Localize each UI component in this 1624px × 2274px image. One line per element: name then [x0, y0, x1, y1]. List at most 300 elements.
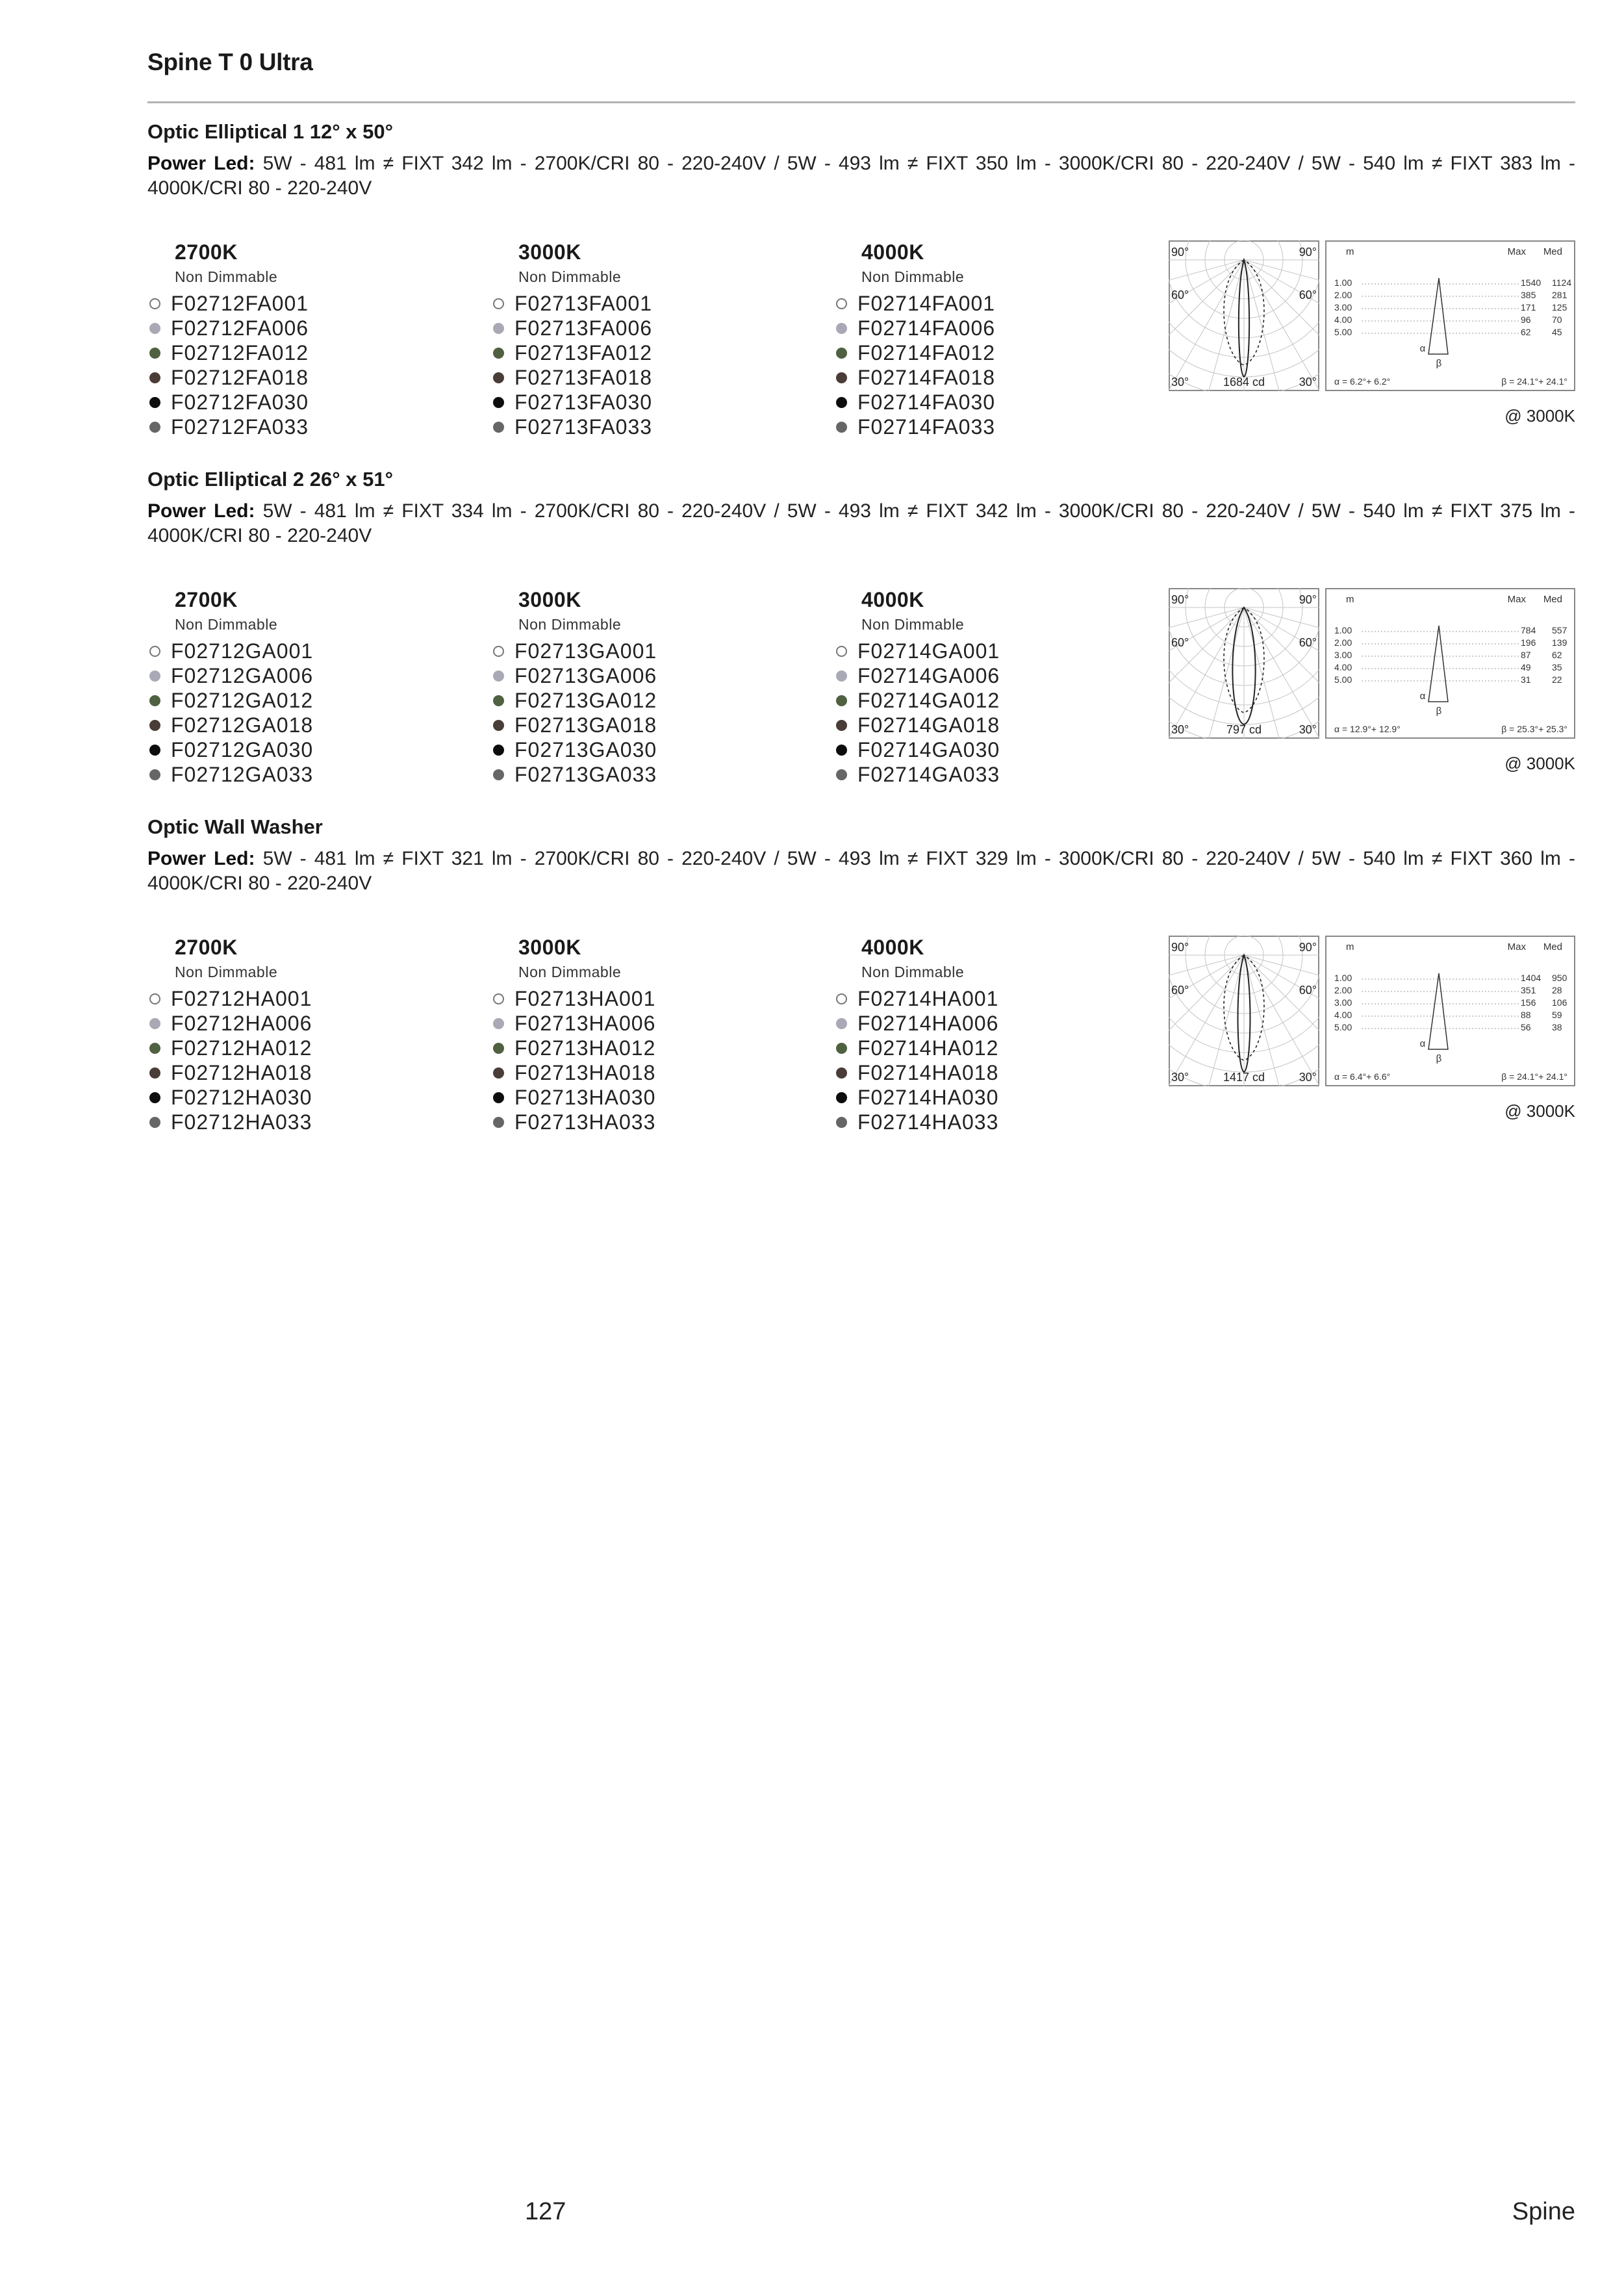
temp-column	[834, 936, 1159, 1134]
max-value: 1540	[1521, 277, 1542, 288]
finish-color-swatch	[149, 422, 160, 433]
product-code-item	[834, 639, 1159, 663]
dimming-note: Non Dimmable	[861, 616, 965, 633]
beta-angle: β = 24.1°+ 24.1°	[1501, 1071, 1567, 1082]
product-code: F02714HA006	[857, 1011, 999, 1035]
color-temp-heading: 2700K	[175, 240, 238, 264]
finish-color-swatch	[149, 745, 160, 756]
product-code: F02712HA006	[171, 1011, 312, 1035]
product-code-item	[147, 390, 472, 415]
product-code: F02714FA018	[857, 365, 996, 389]
product-code-item	[834, 737, 1159, 762]
distance-value: 1.00	[1334, 625, 1352, 635]
product-code-item	[834, 415, 1159, 439]
power-led-spec: 5W - 481 lm ≠ FIXT 321 lm - 2700K/CRI 80 - 220-240V / 5W - 493 lm ≠ FIXT 329 lm - 3000K/CRI 80 - 220-240V / 5W - 540 lm ≠ FIXT 360 lm - 4000K/CRI 80 - 220-240V	[147, 848, 1575, 894]
product-code-item	[147, 1110, 472, 1134]
beta-symbol: β	[1436, 358, 1442, 369]
product-code-item	[491, 415, 816, 439]
finish-color-swatch	[493, 1043, 504, 1054]
angle-label-90-right: 90°	[1299, 246, 1317, 259]
product-code-item	[491, 390, 816, 415]
med-value: 139	[1552, 637, 1567, 648]
finish-color-swatch	[149, 372, 160, 383]
finish-color-swatch	[149, 993, 160, 1004]
product-code-item	[834, 316, 1159, 340]
finish-color-swatch	[836, 1043, 847, 1054]
product-code: F02713GA012	[514, 688, 657, 712]
product-code: F02714HA030	[857, 1085, 999, 1109]
distance-value: 2.00	[1334, 985, 1352, 995]
product-code-item	[147, 737, 472, 762]
finish-color-swatch	[493, 720, 504, 731]
max-header: Max	[1507, 941, 1526, 952]
optic-section	[147, 120, 1575, 439]
angle-label-30-right: 30°	[1299, 1071, 1317, 1084]
product-code-list	[834, 291, 1159, 439]
product-code: F02714GA030	[857, 737, 1000, 761]
product-code-item	[834, 1011, 1159, 1036]
product-code-item	[147, 688, 472, 713]
candela-value: 797 cd	[1226, 723, 1262, 736]
temp-column	[147, 936, 472, 1134]
product-code: F02714FA033	[857, 415, 996, 439]
power-led-label: Power Led:	[147, 153, 255, 174]
med-value: 22	[1552, 674, 1562, 685]
optic-title: Optic Elliptical 1 12° x 50°	[147, 120, 394, 143]
angle-label-30-left: 30°	[1171, 376, 1189, 389]
color-temp-heading: 3000K	[518, 240, 581, 264]
dimming-note: Non Dimmable	[175, 616, 278, 633]
polar-diagram	[1169, 240, 1319, 391]
finish-color-swatch	[493, 298, 504, 309]
finish-color-swatch	[493, 769, 504, 780]
product-code: F02712FA018	[171, 365, 309, 389]
finish-color-swatch	[149, 298, 160, 309]
finish-color-swatch	[836, 646, 847, 657]
temp-column	[834, 240, 1159, 439]
product-code: F02714GA001	[857, 639, 1000, 663]
product-code-list	[491, 986, 816, 1134]
finish-color-swatch	[836, 745, 847, 756]
unit-label: m	[1346, 246, 1354, 257]
max-header: Max	[1507, 594, 1526, 605]
finish-color-swatch	[836, 1092, 847, 1103]
product-code: F02712GA018	[171, 713, 314, 737]
product-code: F02713GA006	[514, 663, 657, 687]
product-code: F02713GA001	[514, 639, 657, 663]
finish-color-swatch	[493, 348, 504, 359]
angle-label-60-right: 60°	[1299, 636, 1317, 649]
finish-color-swatch	[493, 1117, 504, 1128]
product-code: F02713HA012	[514, 1036, 656, 1060]
max-value: 784	[1521, 625, 1536, 635]
polar-diagram	[1169, 936, 1319, 1086]
temp-column	[491, 936, 816, 1134]
temp-column	[147, 588, 472, 787]
finish-color-swatch	[149, 720, 160, 731]
product-code: F02714FA012	[857, 340, 996, 364]
power-led-text	[147, 499, 1575, 548]
product-code-item	[834, 1085, 1159, 1110]
product-code: F02713GA030	[514, 737, 657, 761]
product-code-item	[491, 1110, 816, 1134]
finish-color-swatch	[149, 671, 160, 682]
at-temperature-note: @ 3000K	[1504, 406, 1575, 426]
optic-title: Optic Wall Washer	[147, 815, 323, 838]
max-value: 87	[1521, 650, 1531, 660]
product-code: F02713FA012	[514, 340, 653, 364]
power-led-label: Power Led:	[147, 848, 255, 869]
angle-label-30-left: 30°	[1171, 1071, 1189, 1084]
max-value: 62	[1521, 327, 1531, 337]
color-temp-heading: 2700K	[175, 588, 238, 611]
product-code-item	[147, 415, 472, 439]
distance-value: 5.00	[1334, 674, 1352, 685]
angle-label-60-left: 60°	[1171, 288, 1189, 301]
med-header: Med	[1543, 246, 1562, 257]
product-code: F02713FA030	[514, 390, 653, 414]
angle-label-60-left: 60°	[1171, 984, 1189, 997]
product-code: F02714HA033	[857, 1110, 999, 1134]
distance-value: 3.00	[1334, 302, 1352, 313]
angle-label-90-left: 90°	[1171, 246, 1189, 259]
product-code-item	[834, 1060, 1159, 1085]
product-code-item	[491, 663, 816, 688]
finish-color-swatch	[149, 397, 160, 408]
distance-value: 5.00	[1334, 327, 1352, 337]
distance-value: 3.00	[1334, 650, 1352, 660]
angle-label-90-right: 90°	[1299, 593, 1317, 606]
temp-column	[491, 588, 816, 787]
finish-color-swatch	[149, 323, 160, 334]
product-code: F02714HA018	[857, 1060, 999, 1084]
finish-color-swatch	[493, 1018, 504, 1029]
product-code-item	[491, 365, 816, 390]
max-value: 96	[1521, 314, 1531, 325]
finish-color-swatch	[493, 1067, 504, 1079]
alpha-angle: α = 12.9°+ 12.9°	[1334, 724, 1401, 734]
table-frame	[1326, 589, 1575, 738]
product-code-item	[834, 340, 1159, 365]
distance-value: 5.00	[1334, 1022, 1352, 1032]
product-code-item	[491, 762, 816, 787]
product-code-item	[834, 663, 1159, 688]
product-code-item	[491, 340, 816, 365]
optic-title: Optic Elliptical 2 26° x 51°	[147, 468, 394, 491]
brand-name: Spine	[1512, 2198, 1575, 2225]
product-code: F02712GA006	[171, 663, 314, 687]
med-value: 35	[1552, 662, 1562, 672]
angle-label-30-right: 30°	[1299, 723, 1317, 736]
finish-color-swatch	[493, 1092, 504, 1103]
product-code: F02712FA001	[171, 291, 309, 315]
product-code-item	[491, 316, 816, 340]
product-code-item	[147, 340, 472, 365]
alpha-angle: α = 6.4°+ 6.6°	[1334, 1071, 1391, 1082]
product-code: F02712GA012	[171, 688, 314, 712]
header-rule	[147, 101, 1575, 103]
product-code: F02713HA018	[514, 1060, 656, 1084]
product-code: F02714FA030	[857, 390, 996, 414]
product-code: F02714FA006	[857, 316, 996, 340]
photometry-table	[1325, 240, 1575, 391]
distance-value: 1.00	[1334, 973, 1352, 983]
finish-color-swatch	[493, 372, 504, 383]
product-code-item	[834, 713, 1159, 737]
angle-label-90-right: 90°	[1299, 941, 1317, 954]
med-value: 38	[1552, 1022, 1562, 1032]
product-code: F02712HA012	[171, 1036, 312, 1060]
distance-value: 4.00	[1334, 314, 1352, 325]
alpha-symbol: α	[1419, 343, 1426, 354]
med-value: 950	[1552, 973, 1567, 983]
finish-color-swatch	[493, 323, 504, 334]
med-header: Med	[1543, 594, 1562, 605]
product-code-item	[834, 688, 1159, 713]
product-code-item	[147, 291, 472, 316]
product-code: F02713HA030	[514, 1085, 656, 1109]
power-led-spec: 5W - 481 lm ≠ FIXT 342 lm - 2700K/CRI 80 - 220-240V / 5W - 493 lm ≠ FIXT 350 lm - 3000K/CRI 80 - 220-240V / 5W - 540 lm ≠ FIXT 383 lm - 4000K/CRI 80 - 220-240V	[147, 153, 1575, 199]
finish-color-swatch	[836, 769, 847, 780]
angle-label-60-left: 60°	[1171, 636, 1189, 649]
product-code: F02712FA006	[171, 316, 309, 340]
product-code: F02714FA001	[857, 291, 996, 315]
max-value: 196	[1521, 637, 1536, 648]
color-temp-heading: 4000K	[861, 240, 924, 264]
color-temp-heading: 4000K	[861, 936, 924, 959]
dimming-note: Non Dimmable	[518, 964, 622, 980]
product-code: F02712GA001	[171, 639, 314, 663]
product-code-item	[491, 1085, 816, 1110]
polar-diagram	[1169, 588, 1319, 739]
color-temp-heading: 3000K	[518, 588, 581, 611]
finish-color-swatch	[493, 745, 504, 756]
med-value: 59	[1552, 1010, 1562, 1020]
angle-label-90-left: 90°	[1171, 593, 1189, 606]
finish-color-swatch	[149, 1067, 160, 1079]
product-code-item	[147, 1036, 472, 1060]
product-code: F02714HA001	[857, 986, 999, 1010]
dimming-note: Non Dimmable	[861, 268, 965, 285]
product-code: F02713FA033	[514, 415, 653, 439]
dimming-note: Non Dimmable	[861, 964, 965, 980]
product-code-item	[147, 986, 472, 1011]
med-header: Med	[1543, 941, 1562, 952]
product-code-list	[491, 291, 816, 439]
product-code: F02712GA033	[171, 762, 314, 786]
max-value: 351	[1521, 985, 1536, 995]
product-code-item	[834, 762, 1159, 787]
candela-value: 1417 cd	[1223, 1071, 1265, 1084]
dimming-note: Non Dimmable	[175, 964, 278, 980]
angle-label-30-right: 30°	[1299, 376, 1317, 389]
product-code-item	[491, 1011, 816, 1036]
product-code-item	[834, 291, 1159, 316]
product-code: F02714HA012	[857, 1036, 999, 1060]
optic-section	[147, 815, 1575, 1134]
max-value: 56	[1521, 1022, 1531, 1032]
product-code-list	[834, 639, 1159, 787]
max-value: 385	[1521, 290, 1536, 300]
distance-value: 2.00	[1334, 637, 1352, 648]
beta-symbol: β	[1436, 1053, 1442, 1064]
finish-color-swatch	[493, 397, 504, 408]
finish-color-swatch	[836, 695, 847, 706]
table-frame	[1326, 936, 1575, 1086]
distance-value: 1.00	[1334, 277, 1352, 288]
beta-symbol: β	[1436, 706, 1442, 717]
product-code: F02713FA001	[514, 291, 653, 315]
product-code: F02713FA018	[514, 365, 653, 389]
beta-angle: β = 25.3°+ 25.3°	[1501, 724, 1567, 734]
finish-color-swatch	[149, 646, 160, 657]
product-code-item	[834, 390, 1159, 415]
product-code-list	[491, 639, 816, 787]
med-value: 70	[1552, 314, 1562, 325]
max-value: 171	[1521, 302, 1536, 313]
finish-color-swatch	[493, 422, 504, 433]
med-value: 281	[1552, 290, 1567, 300]
dimming-note: Non Dimmable	[518, 268, 622, 285]
product-code-item	[147, 639, 472, 663]
color-temp-heading: 4000K	[861, 588, 924, 611]
max-value: 156	[1521, 997, 1536, 1008]
product-code-item	[147, 1085, 472, 1110]
product-code-item	[491, 639, 816, 663]
product-code-item	[147, 1060, 472, 1085]
power-led-label: Power Led:	[147, 500, 255, 522]
page-number: 127	[525, 2198, 566, 2225]
distance-value: 4.00	[1334, 662, 1352, 672]
med-value: 62	[1552, 650, 1562, 660]
photometry-table	[1325, 936, 1575, 1086]
product-code-item	[491, 737, 816, 762]
finish-color-swatch	[149, 1092, 160, 1103]
photometry-table	[1325, 588, 1575, 739]
product-code: F02713HA001	[514, 986, 656, 1010]
product-code: F02714GA012	[857, 688, 1000, 712]
power-led-text	[147, 847, 1575, 896]
table-frame	[1326, 241, 1575, 390]
product-code-item	[491, 688, 816, 713]
finish-color-swatch	[836, 1117, 847, 1128]
product-code: F02712GA030	[171, 737, 314, 761]
product-code-item	[491, 1060, 816, 1085]
product-code: F02713HA006	[514, 1011, 656, 1035]
distance-value: 3.00	[1334, 997, 1352, 1008]
product-code-item	[834, 365, 1159, 390]
product-code-item	[147, 365, 472, 390]
product-code: F02713GA018	[514, 713, 657, 737]
product-code: F02712FA012	[171, 340, 309, 364]
finish-color-swatch	[836, 348, 847, 359]
max-value: 31	[1521, 674, 1531, 685]
finish-color-swatch	[149, 695, 160, 706]
product-code: F02714GA006	[857, 663, 1000, 687]
at-temperature-note: @ 3000K	[1504, 754, 1575, 773]
product-code-item	[147, 316, 472, 340]
power-led-spec: 5W - 481 lm ≠ FIXT 334 lm - 2700K/CRI 80 - 220-240V / 5W - 493 lm ≠ FIXT 342 lm - 3000K/CRI 80 - 220-240V / 5W - 540 lm ≠ FIXT 375 lm - 4000K/CRI 80 - 220-240V	[147, 500, 1575, 546]
product-code: F02712FA033	[171, 415, 309, 439]
finish-color-swatch	[836, 323, 847, 334]
candela-value: 1684 cd	[1223, 376, 1265, 389]
finish-color-swatch	[836, 1067, 847, 1079]
finish-color-swatch	[149, 348, 160, 359]
med-value: 125	[1552, 302, 1567, 313]
product-code-item	[834, 986, 1159, 1011]
med-value: 28	[1552, 985, 1562, 995]
med-value: 45	[1552, 327, 1562, 337]
product-code: F02712FA030	[171, 390, 309, 414]
temp-column	[834, 588, 1159, 787]
product-code-item	[491, 986, 816, 1011]
max-value: 49	[1521, 662, 1531, 672]
beta-angle: β = 24.1°+ 24.1°	[1501, 376, 1567, 387]
angle-label-60-right: 60°	[1299, 984, 1317, 997]
finish-color-swatch	[493, 646, 504, 657]
med-value: 1124	[1552, 277, 1572, 288]
finish-color-swatch	[836, 397, 847, 408]
finish-color-swatch	[836, 298, 847, 309]
unit-label: m	[1346, 941, 1354, 952]
product-code: F02714GA018	[857, 713, 1000, 737]
finish-color-swatch	[149, 769, 160, 780]
finish-color-swatch	[493, 695, 504, 706]
alpha-symbol: α	[1419, 691, 1426, 702]
finish-color-swatch	[836, 720, 847, 731]
color-temp-heading: 3000K	[518, 936, 581, 959]
temp-column	[491, 240, 816, 439]
product-code: F02713GA033	[514, 762, 657, 786]
product-code-item	[147, 713, 472, 737]
product-code-list	[834, 986, 1159, 1134]
finish-color-swatch	[493, 993, 504, 1004]
alpha-symbol: α	[1419, 1038, 1426, 1049]
med-value: 106	[1552, 997, 1567, 1008]
distance-value: 2.00	[1334, 290, 1352, 300]
finish-color-swatch	[836, 372, 847, 383]
product-code-list	[147, 639, 472, 787]
product-code-list	[147, 986, 472, 1134]
product-code-item	[491, 291, 816, 316]
product-code-item	[147, 762, 472, 787]
color-temp-heading: 2700K	[175, 936, 238, 959]
product-code: F02713HA033	[514, 1110, 656, 1134]
angle-label-90-left: 90°	[1171, 941, 1189, 954]
at-temperature-note: @ 3000K	[1504, 1101, 1575, 1121]
product-code: F02712HA033	[171, 1110, 312, 1134]
product-code: F02712HA018	[171, 1060, 312, 1084]
finish-color-swatch	[836, 422, 847, 433]
finish-color-swatch	[836, 1018, 847, 1029]
product-code: F02712HA030	[171, 1085, 312, 1109]
distance-value: 4.00	[1334, 1010, 1352, 1020]
finish-color-swatch	[493, 671, 504, 682]
product-code-item	[834, 1110, 1159, 1134]
power-led-text	[147, 151, 1575, 201]
temp-column	[147, 240, 472, 439]
product-code-item	[147, 1011, 472, 1036]
max-value: 1404	[1521, 973, 1542, 983]
product-code-list	[147, 291, 472, 439]
product-code: F02714GA033	[857, 762, 1000, 786]
product-code-item	[147, 663, 472, 688]
page-title: Spine T 0 Ultra	[147, 49, 313, 75]
alpha-angle: α = 6.2°+ 6.2°	[1334, 376, 1391, 387]
product-code-item	[491, 1036, 816, 1060]
product-code-item	[834, 1036, 1159, 1060]
med-value: 557	[1552, 625, 1567, 635]
